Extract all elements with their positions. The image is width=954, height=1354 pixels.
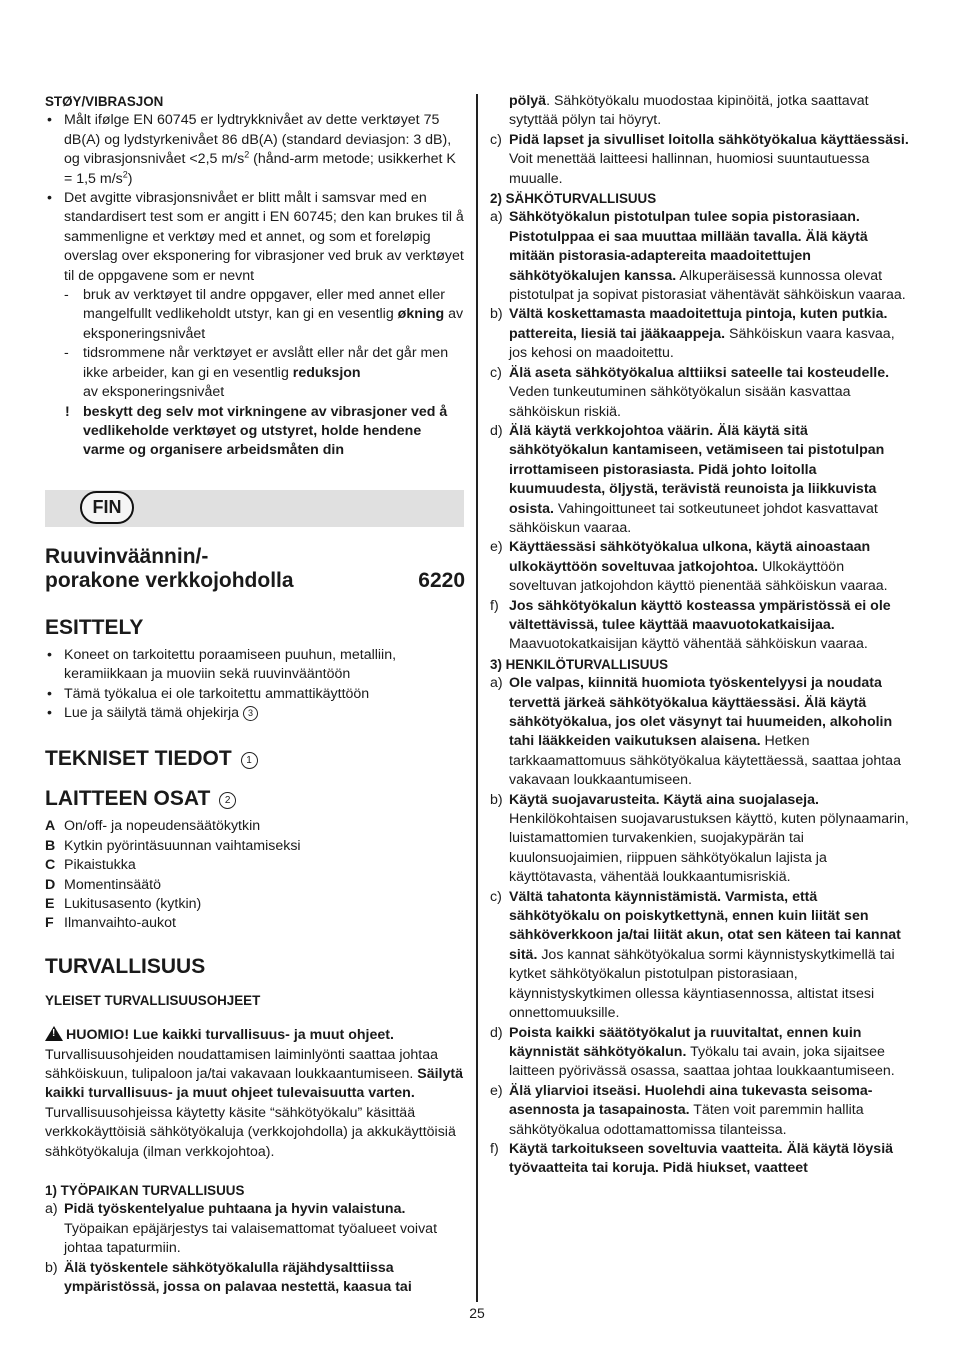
heading-turvallisuus: TURVALLISUUS <box>45 954 206 978</box>
noise-dash-1: - bruk av verktøyet til andre oppgaver, eller med annet eller mangelfullt vedlikeholdt utstyr, kan gi en vesentlig økning av eksponeringsnivået <box>64 287 464 342</box>
esittely-item: • Tämä työkalua ei ole tarkoitettu ammattikäyttöön <box>45 685 465 704</box>
safety-item: f) Käytä tarkoitukseen soveltuvia vaatteita. Älä käytä löysiä työvaatteita tai koruja. Pidä hiukset, vaatteet <box>490 1140 894 1177</box>
safety-item: b) Käytä suojavarusteita. Käytä aina suojalaseja. Henkilökohtaisen suojavarustuksen käyttö, kuten pölynaamarin, luistamattomien turvakenkien, suojakypärän tai kuulonsuojaimien, riippuen sähkötyökalun lajista ja käyttötavasta, vähentää loukkaantumisriskiä. <box>490 791 909 886</box>
figure-ref: 2 <box>219 792 236 809</box>
safety-item: e) Käyttäessäsi sähkötyökalua ulkona, käytä ainoastaan ulkokäyttöön soveltuvaa jatkojohtoa. Ulkokäyttöön soveltuvan jatkojohdon käyttö pienentää sähköiskun vaaraa. <box>490 539 888 595</box>
safety-item: d) Älä käytä verkkojohtoa väärin. Älä käytä sitä sähkötyökalun kantamiseen, vetämiseen tai pistotulpan irrottamiseen pistorasiasta. Pidä johto loitolla kuumuudesta, öljystä, terävistä reunoista ja liikkuvista osista. Vahingoittuneet tai sotkeutuneet johdot kasvattavat sähköiskun vaaraa. <box>490 422 885 536</box>
right-column <box>490 92 910 1179</box>
heading-esittely: ESITTELY <box>45 615 144 639</box>
figure-ref: 1 <box>241 752 258 769</box>
language-bar <box>45 490 464 527</box>
language-badge: FIN <box>80 491 134 524</box>
safety-item: c) Älä aseta sähkötyökalua alttiiksi sateelle tai kosteudelle. Veden tunkeutuminen sähkötyökalun sisään kasvattaa sähköiskun riskiä. <box>490 364 890 420</box>
electrical-safety-heading: 2) SÄHKÖTURVALLISUUS <box>490 191 657 207</box>
personal-safety-heading: 3) HENKILÖTURVALLISUUS <box>490 656 669 672</box>
warning-paragraph: !HUOMIO! Lue kaikki turvallisuus- ja muut ohjeet. Turvallisuusohjeiden noudattamisen laiminlyönti saattaa johtaa sähköiskuun, tulipaloon ja/tai vakavaan loukkaantumiseen. Säilytä kaikki turvallisuus- ja muut ohjeet tulevaisuutta varten. Turvallisuusohjeissa käytetty käsite “sähkötyökalu” käsittää verkkokäyttöisiä sähkötyökaluja (verkkojohdolla) ja akkukäyttöisiä sähkötyökaluja (ilman verkkojohtoa). <box>45 1026 465 1162</box>
noise-bullet-2: • Det avgitte vibrasjonsnivået er blitt målt i samsvar med en standardisert test som er angitt i EN 60745; den kan brukes til å sammenligne et verktøy med et annet, og som et foreløpig overslag over eksponering for vibrasjoner ved bruk av verktøyet til de oppgavene som er nevnt <box>45 189 465 286</box>
product-title: Ruuvinväännin/- porakone verkkojohdolla 6220 <box>45 544 465 593</box>
general-safety-heading: YLEISET TURVALLISUUSOHJEET <box>45 992 261 1008</box>
part-item: B Kytkin pyörintäsuunnan vaihtamiseksi <box>45 837 301 854</box>
noise-dash-2: - tidsrommene når verktøyet er avslått eller når det går men ikke arbeider, kan gi en vesentlig reduksjon av eksponeringsnivået <box>64 345 449 401</box>
part-item: E Lukitusasento (kytkin) <box>45 895 202 912</box>
left-column <box>45 92 465 1297</box>
heading-laitteen: LAITTEEN OSAT 2 <box>45 787 465 811</box>
figure-ref: 3 <box>243 706 258 721</box>
workplace-safety-heading: 1) TYÖPAIKAN TURVALLISUUS <box>45 1183 245 1199</box>
noise-bullet-1: • Målt ifølge EN 60745 er lydtrykknivået av dette verktøyet 75 dB(A) og lydstyrkenivået 86 dB(A) (standard deviasjon: 3 dB), og vibrasjonsnivået <2,5 $m/s^2$ (hånd-arm metode; usikkerhet K = 1,5 $m/s^2$) <box>45 111 465 189</box>
safety-item: c) Pidä lapset ja sivulliset loitolla sähkötyökalua käyttäessäsi. Voit menettää laitteesi hallinnan, huomiosi suuntautuessa muualle. <box>490 131 909 187</box>
safety-item: c) Vältä tahatonta käynnistämistä. Varmista, että sähkötyökalu on poiskytkettynä, ennen kuin liität sen sähköverkkoon ja/tai liität akun, otat sen käteen tai kannat sitä. Jos kannat sähkötyökalua sormi käynnistyskytkimellä tai kytket sähkötyökalun pistotulpan pistorasiaan, käynnistyskytkimen ollessa käyntiasennossa, altistat itsesi onnettomuuksille. <box>490 888 901 1022</box>
safety-item: b) Vältä koskettamasta maadoitettuja pintoja, kuten putkia. pattereita, liesiä tai jääkaappeja. Sähköiskun vaara kasvaa, jos kehosi on maadoitettu. <box>490 306 895 362</box>
safety-item: a) Pidä työskentelyalue puhtaana ja hyvin valaistuna. Työpaikan epäjärjestys tai valaisemattomat työalueet voivat johtaa tapaturmiin. <box>45 1201 438 1257</box>
safety-item-continued: pölyä. Sähkötyökalu muodostaa kipinöitä, jotka saattavat sytyttää pölyn tai höyryt. <box>509 93 869 129</box>
model-number: 6220 <box>418 569 465 593</box>
heading-tekniset: TEKNISET TIEDOT 1 <box>45 747 465 771</box>
safety-item: a) Ole valpas, kiinnitä huomiota työskentelyysi ja noudata tervettä järkeä sähkötyökalua käyttäessäsi. Älä käytä sähkötyökalua, jos olet väsynyt tai huumeiden, alkoholin tahi lääkkeiden vaikutuksen alaisena. Hetken tarkkaamattomuus sähkötyökalua käytettäessä, saattaa johtaa vakavaan loukkaantumiseen. <box>490 675 901 789</box>
part-item: F Ilmanvaihto-aukot <box>45 915 176 932</box>
safety-item: f) Jos sähkötyökalun käyttö kosteassa ympäristössä ei ole vältettävissä, tulee käyttää maavuotokatkaisijaa. Maavuotokatkaisijan käyttö vähentää sähköiskun vaaraa. <box>490 597 891 653</box>
esittely-item: • Koneet on tarkoitettu poraamiseen puuhun, metalliin, keramiikkaan ja muoviin sekä ruuvinvääntöön <box>45 646 465 685</box>
part-item: A On/off- ja nopeudensäätökytkin <box>45 818 261 835</box>
part-item: D Momentinsäätö <box>45 876 161 893</box>
safety-item: d) Poista kaikki säätötyökalut ja ruuvitaltat, ennen kuin käynnistät sähkötyökalun. Työkalu tai avain, joka sijaitsee laitteen pyörivässä osassa, saattaa johtaa loukkaantumiseen. <box>490 1024 895 1080</box>
safety-item: a) Sähkötyökalun pistotulpan tulee sopia pistorasiaan. Pistotulppaa ei saa muuttaa millään tavalla. Älä käytä mitään pistorasia-adaptereita maadoitettujen sähkötyökalujen kanssa. Alkuperäisessä kunnossa olevat pistotulpat ja sopivat pistorasiat vähentävät sähköiskun vaaraa. <box>490 209 906 304</box>
safety-item: e) Älä yliarvioi itseäsi. Huolehdi aina tukevasta seisoma-asennosta ja tasapainosta. Täten voit paremmin hallita sähkötyökalua odottamattomissa tilanteissa. <box>490 1082 873 1138</box>
noise-heading: STØY/VIBRASJON <box>45 94 164 109</box>
warning-icon <box>45 1026 63 1041</box>
column-divider <box>476 94 478 1302</box>
vibration-warning: ! beskytt deg selv mot virkningene av vibrasjoner ved å vedlikeholde verktøyet og utstyret, holde hendene varme og organisere arbeidsmåten din <box>65 403 448 459</box>
page-number: 25 <box>469 1305 485 1321</box>
part-item: C Pikaistukka <box>45 857 136 874</box>
esittely-item: • Lue ja säilytä tämä ohjekirja 3 <box>45 704 465 723</box>
safety-item: b) Älä työskentele sähkötyökalulla räjähdysalttiissa ympäristössä, jossa on palavaa nestettä, kaasua tai <box>45 1259 412 1296</box>
